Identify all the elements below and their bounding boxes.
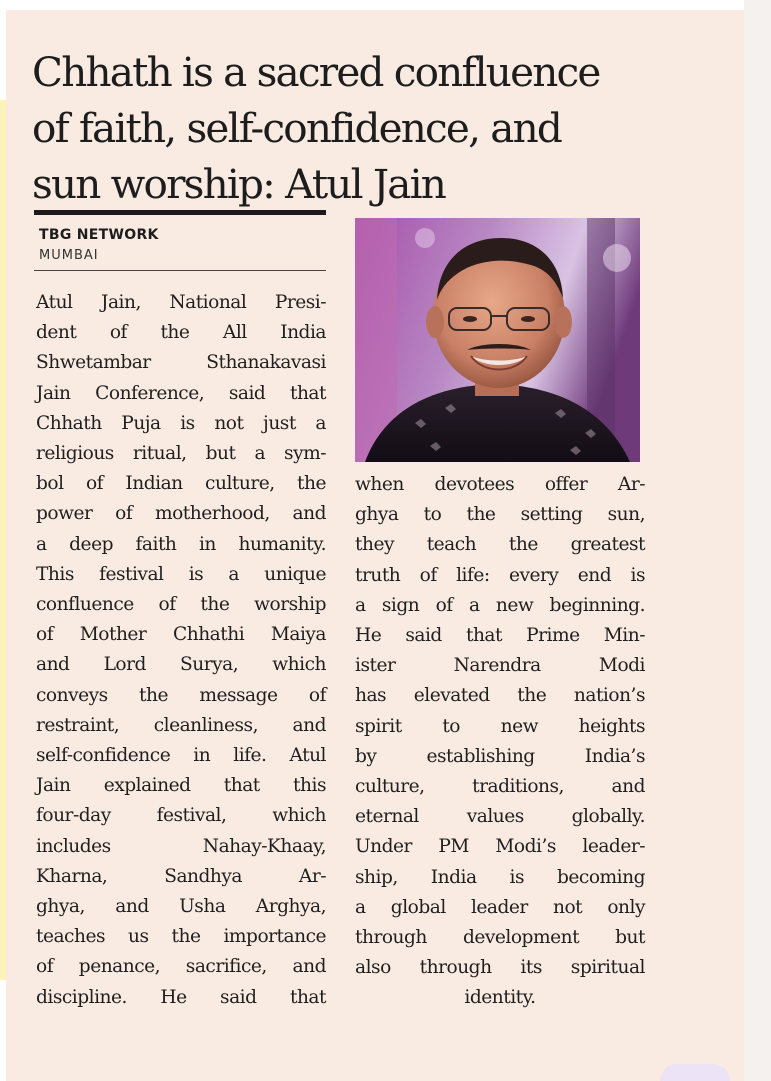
body-line: and Lord Surya, which — [36, 654, 326, 676]
body-line: Jain explained that this — [36, 775, 326, 797]
body-line: ghya, and Usha Arghya, — [36, 896, 326, 918]
body-line: a global leader not only — [355, 896, 645, 918]
body-line: confluence of the worship — [36, 594, 326, 616]
body-line: by establishing India’s — [355, 745, 645, 767]
body-line: dent of the All India — [36, 322, 326, 344]
headline-line: of faith, self-confidence, and — [32, 104, 561, 152]
body-line: of Mother Chhathi Maiya — [36, 624, 326, 646]
dateline: MUMBAI — [39, 248, 99, 263]
body-line: bol of Indian culture, the — [36, 473, 326, 495]
body-line: power of motherhood, and — [36, 503, 326, 525]
body-line: Jain Conference, said that — [36, 382, 326, 404]
body-line: teaches us the importance — [36, 926, 326, 948]
body-line: Under PM Modi’s leader- — [355, 836, 645, 858]
body-line: has elevated the nation’s — [355, 685, 645, 707]
body-line: self-confidence in life. Atul — [36, 745, 326, 767]
body-line: when devotees offer Ar- — [355, 474, 645, 495]
body-line: religious ritual, but a sym- — [36, 443, 326, 465]
portrait-photo — [355, 218, 640, 462]
body-line: Shwetambar Sthanakavasi — [36, 352, 326, 374]
body-line: they teach the greatest — [355, 534, 645, 556]
headline-line: Chhath is a sacred confluence — [32, 48, 600, 96]
headline-line: sun worship: Atul Jain — [32, 160, 446, 208]
right-edge-shadow — [744, 0, 771, 1081]
body-line: through development but — [355, 927, 645, 949]
article-headline — [32, 44, 672, 212]
body-line: discipline. He said that — [36, 986, 326, 1008]
byline: TBG NETWORK — [39, 227, 159, 243]
body-line: conveys the message of — [36, 684, 326, 706]
body-line: This festival is a unique — [36, 563, 326, 585]
body-line: a sign of a new beginning. — [355, 594, 645, 616]
body-line: a deep faith in humanity. — [36, 533, 326, 555]
body-line: He said that Prime Min- — [355, 625, 645, 647]
headline-divider — [34, 210, 326, 215]
body-line: includes Nahay-Khaay, — [36, 835, 326, 857]
body-line: Chhath Puja is not just a — [36, 412, 326, 434]
body-line: Atul Jain, National Presi- — [36, 292, 326, 313]
article-body-right-column — [355, 470, 645, 1014]
body-line: of penance, sacrifice, and — [36, 956, 326, 978]
portrait-photo-icon — [355, 218, 640, 462]
bottom-edge-blob — [660, 1064, 730, 1081]
body-line: restraint, cleanliness, and — [36, 714, 326, 736]
body-line: eternal values globally. — [355, 806, 645, 828]
body-line: also through its spiritual — [355, 957, 645, 979]
body-line: Kharna, Sandhya Ar- — [36, 865, 326, 887]
body-line: ghya to the setting sun, — [355, 504, 645, 526]
body-line: ship, India is becoming — [355, 866, 645, 888]
body-line: four-day festival, which — [36, 805, 326, 827]
body-line: ister Narendra Modi — [355, 655, 645, 677]
article-body-left-column — [36, 288, 326, 1013]
body-line: culture, traditions, and — [355, 776, 645, 798]
byline-divider — [34, 270, 326, 271]
body-line: spirit to new heights — [355, 715, 645, 737]
body-line: truth of life: every end is — [355, 564, 645, 586]
body-line: identity. — [464, 987, 536, 1009]
